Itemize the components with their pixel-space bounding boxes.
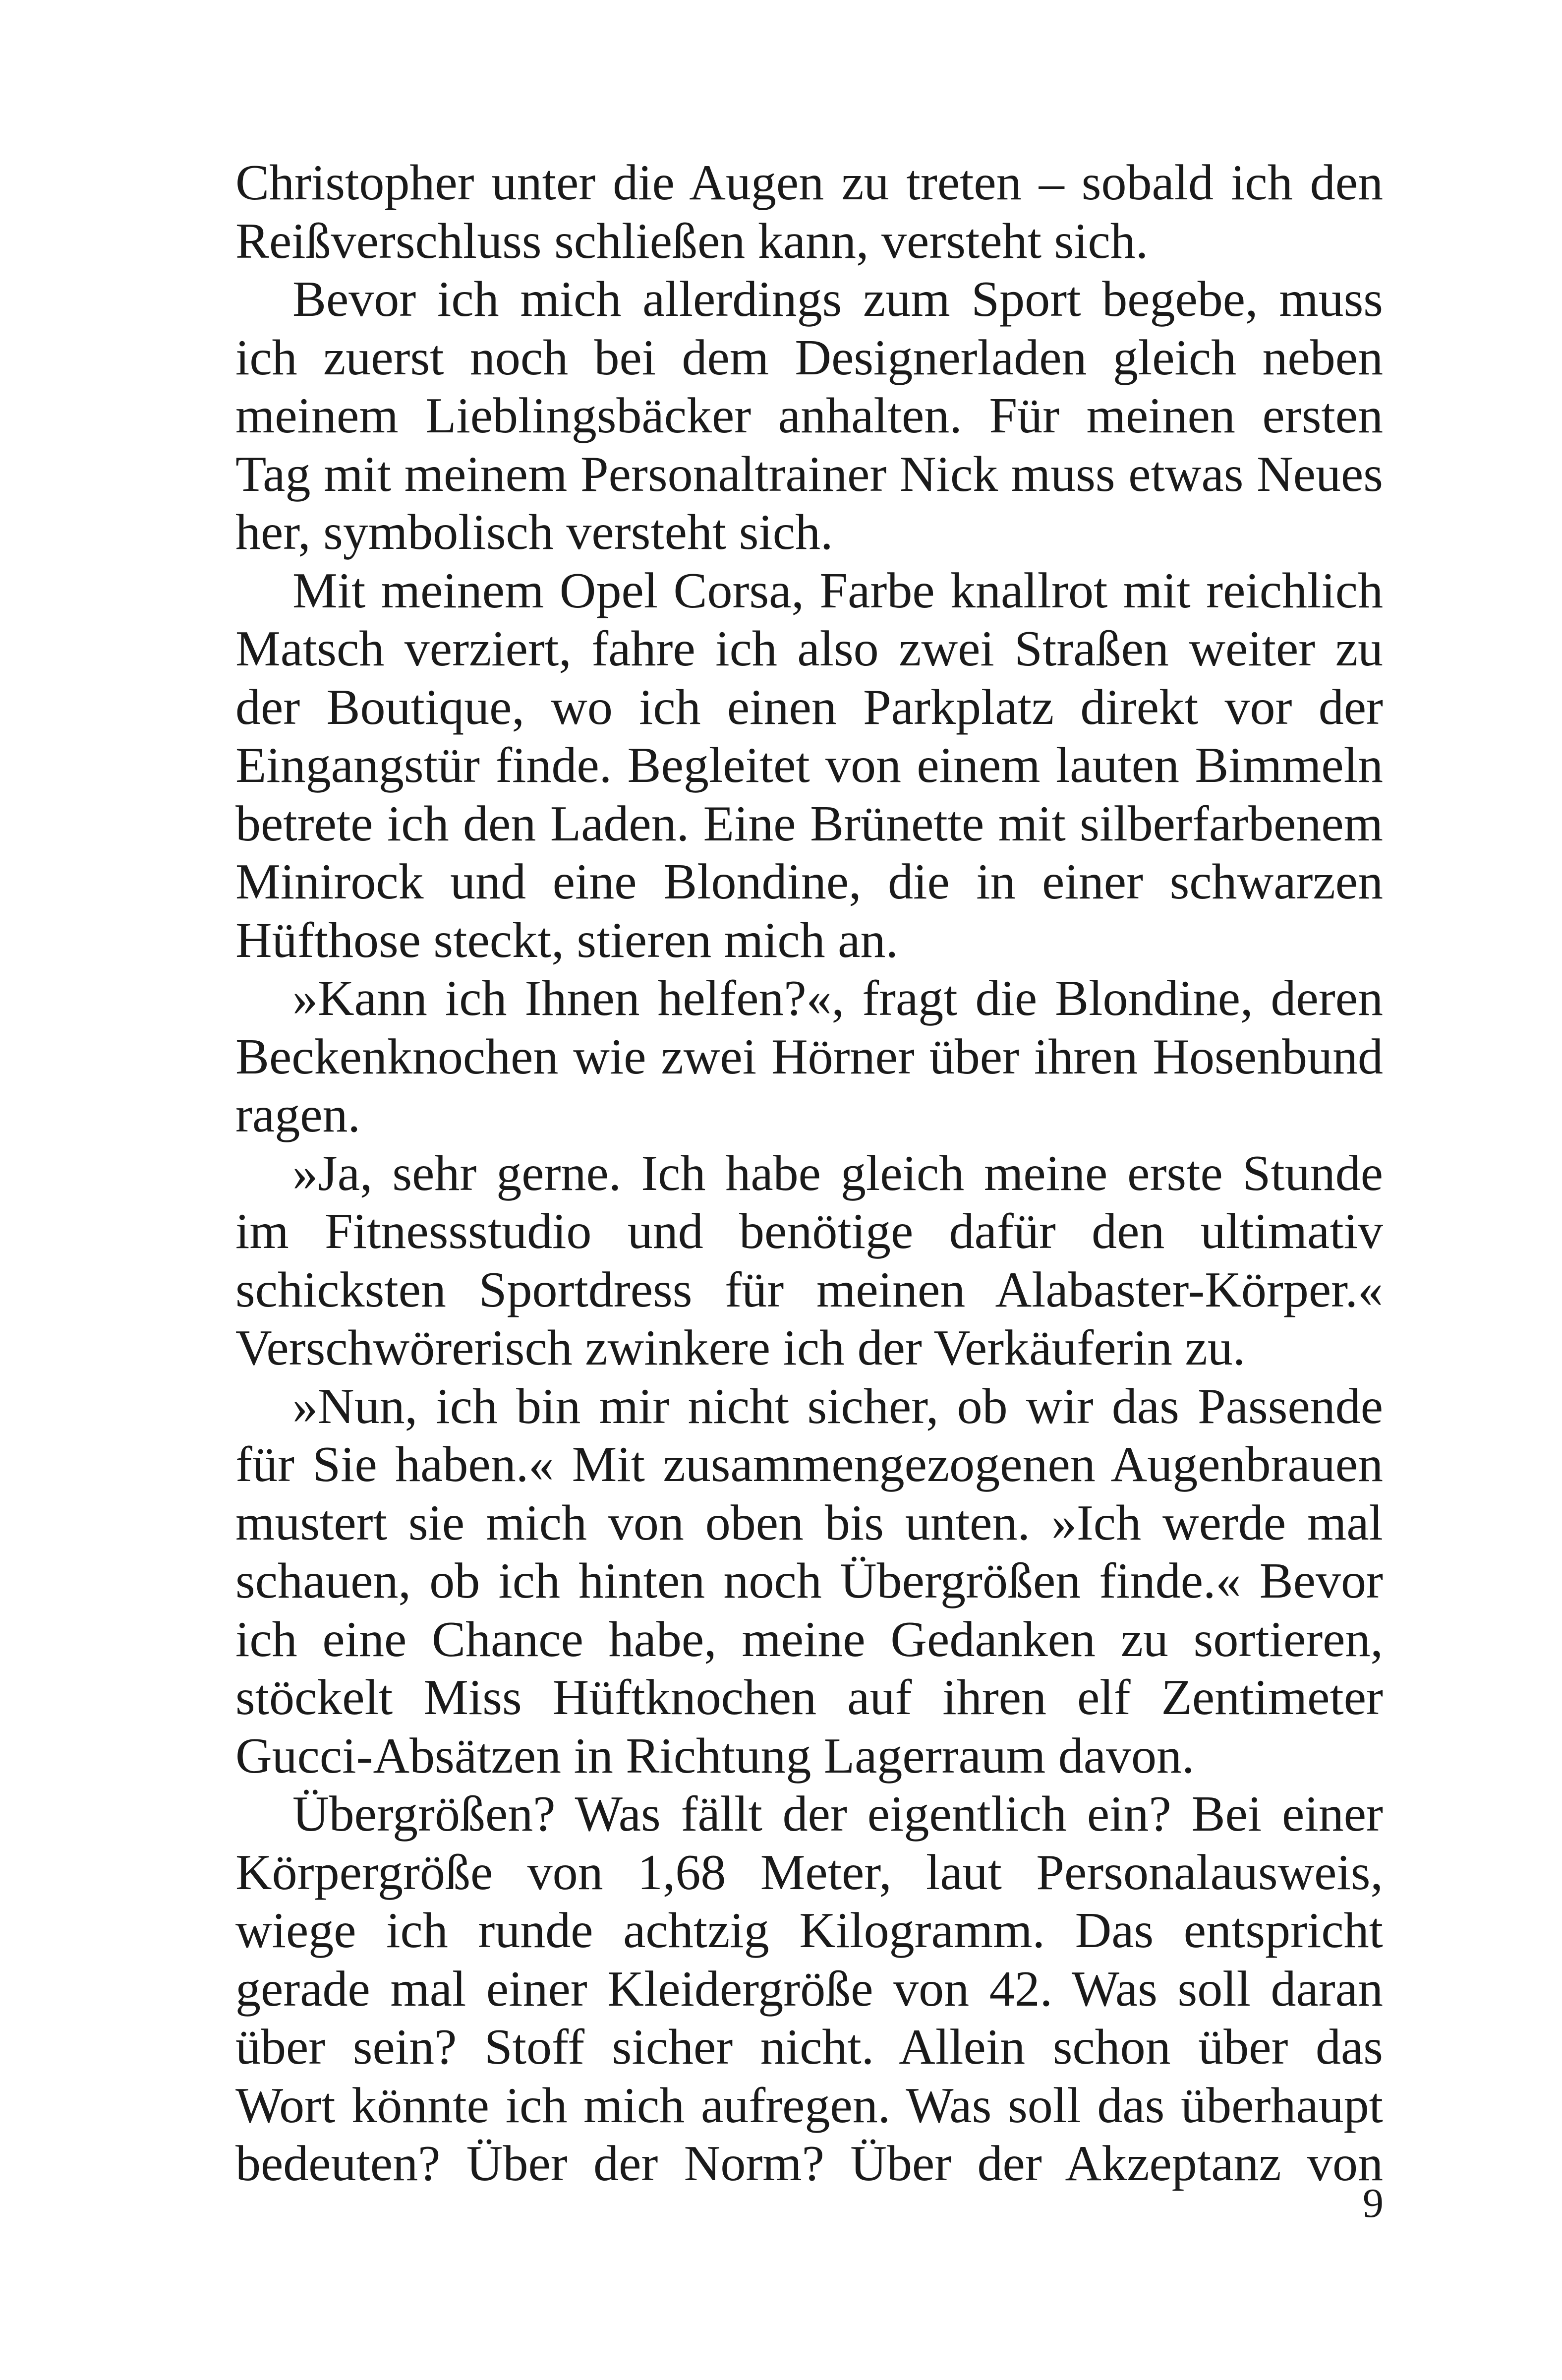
text-line: ragen. <box>235 1087 361 1143</box>
text-line: schauen, ob ich hinten noch Übergrößen finde.« Bevor <box>235 1553 1383 1609</box>
text-line: Körpergröße von 1,68 Meter, laut Personalausweis, <box>235 1844 1383 1901</box>
text-line: bedeuten? Über der Norm? Über der Akzeptanz von <box>235 2136 1383 2192</box>
text-line: schicksten Sportdress für meinen Alabaster-Körper.« <box>235 1261 1383 1318</box>
text-line: Mit meinem Opel Corsa, Farbe knallrot mit reichlich <box>292 562 1383 619</box>
text-line: Bevor ich mich allerdings zum Sport begebe, muss <box>292 271 1383 327</box>
page-number: 9 <box>1363 2180 1384 2226</box>
text-line: Gucci-Absätzen in Richtung Lagerraum davon. <box>235 1727 1195 1784</box>
text-line: Eingangstür finde. Begleitet von einem lauten Bimmeln <box>235 737 1383 793</box>
paragraph <box>235 1785 1383 2193</box>
text-line: Hüfthose steckt, stieren mich an. <box>235 912 898 968</box>
text-line: Verschwörerisch zwinkere ich der Verkäuferin zu. <box>235 1320 1246 1376</box>
text-line: Beckenknochen wie zwei Hörner über ihren Hosenbund <box>235 1028 1383 1085</box>
text-line: wiege ich runde achtzig Kilogramm. Das entspricht <box>235 1903 1383 1959</box>
paragraph <box>235 1377 1383 1785</box>
paragraph <box>235 562 1383 970</box>
text-line: Reißverschluss schließen kann, versteht sich. <box>235 213 1149 269</box>
text-line: im Fitnessstudio und benötige dafür den ultimativ <box>235 1203 1383 1259</box>
text-line: Christopher unter die Augen zu treten – sobald ich den <box>235 155 1383 211</box>
text-line: ich eine Chance habe, meine Gedanken zu sortieren, <box>235 1611 1383 1667</box>
text-line: mustert sie mich von oben bis unten. »Ich werde mal <box>235 1494 1383 1551</box>
text-line: für Sie haben.« Mit zusammengezogenen Augenbrauen <box>235 1436 1383 1492</box>
paragraph <box>235 270 1383 562</box>
text-line: »Nun, ich bin mir nicht sicher, ob wir das Passende <box>292 1378 1383 1434</box>
paragraph <box>235 154 1383 270</box>
paragraph <box>235 1144 1383 1377</box>
text-line: »Kann ich Ihnen helfen?«, fragt die Blondine, deren <box>292 970 1383 1026</box>
body-text <box>235 154 1383 2193</box>
text-line: der Boutique, wo ich einen Parkplatz direkt vor der <box>235 679 1383 735</box>
text-line: Tag mit meinem Personaltrainer Nick muss etwas Neues <box>235 446 1383 502</box>
text-line: gerade mal einer Kleidergröße von 42. Was soll daran <box>235 1961 1383 2017</box>
text-line: betrete ich den Laden. Eine Brünette mit silberfarbenem <box>235 795 1383 852</box>
text-line: Wort könnte ich mich aufregen. Was soll das überhaupt <box>235 2077 1383 2134</box>
text-line: Minirock und eine Blondine, die in einer schwarzen <box>235 854 1383 910</box>
text-line: ich zuerst noch bei dem Designerladen gleich neben <box>235 329 1383 386</box>
text-line: her, symbolisch versteht sich. <box>235 504 833 560</box>
text-line: »Ja, sehr gerne. Ich habe gleich meine erste Stunde <box>292 1145 1383 1201</box>
text-line: Übergrößen? Was fällt der eigentlich ein? Bei einer <box>292 1786 1383 1842</box>
text-line: meinem Lieblingsbäcker anhalten. Für meinen ersten <box>235 388 1383 444</box>
text-line: stöckelt Miss Hüftknochen auf ihren elf Zentimeter <box>235 1669 1383 1726</box>
text-line: Matsch verziert, fahre ich also zwei Straßen weiter zu <box>235 621 1383 677</box>
paragraph <box>235 969 1383 1144</box>
text-line: über sein? Stoff sicher nicht. Allein schon über das <box>235 2019 1383 2075</box>
